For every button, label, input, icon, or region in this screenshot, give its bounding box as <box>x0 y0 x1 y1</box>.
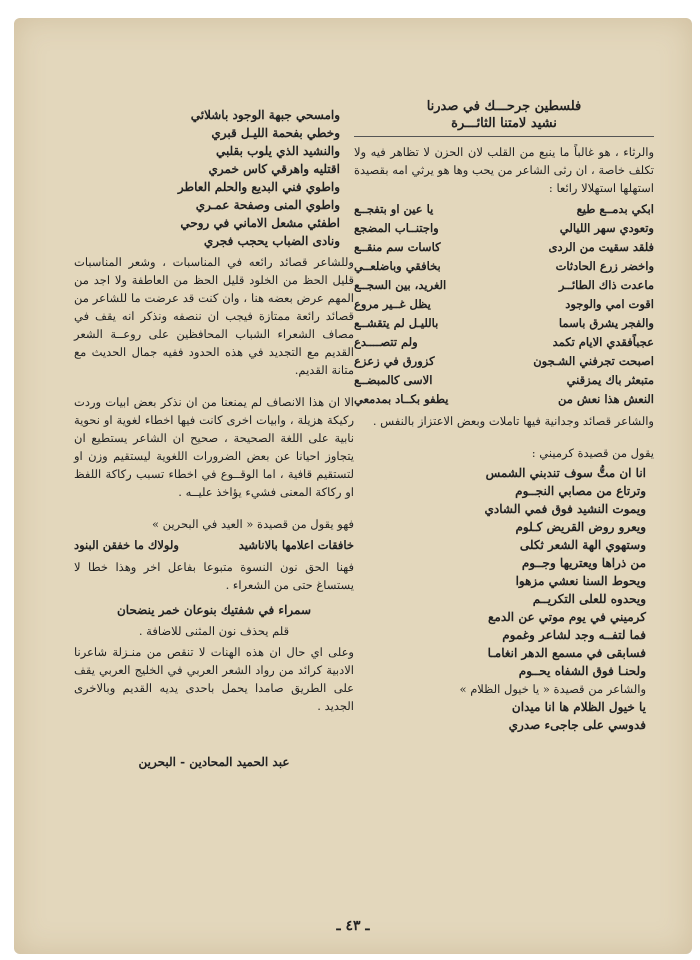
hemistich: وتعودي سهر الليالي <box>559 221 654 235</box>
elegy-couplets <box>354 200 654 409</box>
hemistich: فلقد سقيت من الردى <box>548 240 654 254</box>
verse: اقتليه واهرقي كاس خمري <box>208 162 340 176</box>
couplet <box>354 238 654 257</box>
hemistich: الغريد، بين السجــع <box>354 278 447 292</box>
hemistich: عجباًفقدي الايام تكمد <box>552 335 654 349</box>
paragraph: قلم يحذف نون المثنى للاضافة . <box>138 624 290 638</box>
couplet <box>354 295 654 314</box>
verse: واطوي فني البديع والحلم العاطر <box>177 180 340 194</box>
verse: ونادى الضباب يحجب فجري <box>203 234 340 248</box>
verse: ويعرو روض القريض كـلوم <box>515 520 646 534</box>
paragraph: والشاعر قصائد وجدانية فيها تاملات وبعض الاعتزاز بالنفس . <box>372 414 654 428</box>
verse: يا خيول الظلام ها انا ميدان <box>511 700 646 714</box>
poem-title-2: نشيد لامتنا الثائـــرة <box>451 116 557 131</box>
hemistich: ولولاك ما خفقن البنود <box>74 538 179 552</box>
verse: ويموت النشيد فوق فمي الشادي <box>484 502 646 516</box>
right-column <box>354 98 654 735</box>
paragraph: فهنا الحق نون النسوة متبوعا بفاعل اخر وهذا خطا لا يستساغ حتى من الشعراء . <box>74 560 354 592</box>
paragraph: وللشاعر قصائد رائعه في المناسبات ، وشعر المناسبات قليل الحظ من الخلود قليل الحظ من العاطفة ولا اجد من المهم عرض بعضه هنا ، وان كنت قد عرضت ما للشاعر من قصائد رائعة ممتازة فيجب ان ننصفه ونذكر انه يقف في مصاف الشعراء الشباب المحافظين على روعــة الشعر القديم مع التجديد في هذه الحدود ففيه جمال الحديث مع متانة القديم. <box>74 255 354 377</box>
left-column <box>74 106 354 769</box>
verse: واطوي المنى وصفحة عمـري <box>195 198 340 212</box>
hemistich: ابكي بدمــع طيع <box>576 202 654 216</box>
page-sheet <box>14 18 692 954</box>
couplet <box>354 257 654 276</box>
verse: وامسحي جبهة الوجود باشلائي <box>190 108 340 122</box>
verse: وترتاع من مصابي النجــوم <box>515 484 646 498</box>
hemistich: متبعثر باك يمزقني <box>566 373 654 387</box>
hemistich: اقوت امي والوجود <box>565 297 654 311</box>
verse: من ذراها ويعتريها وجــوم <box>521 556 646 570</box>
couplet <box>354 276 654 295</box>
verse: فما لتفــه وجد لشاعر وغموم <box>502 628 646 642</box>
poem-verses <box>74 107 354 250</box>
hemistich: كزورق في زعزع <box>354 354 435 368</box>
hemistich: واجتنــاب المضجع <box>354 221 439 235</box>
hemistich: ماعدت ذاك الطائــر <box>558 278 654 292</box>
divider <box>354 136 654 137</box>
couplet <box>354 200 654 219</box>
verse: انا ان متُّ سوف تندبني الشمس <box>485 466 646 480</box>
hemistich: الاسى كالمبضــع <box>354 373 433 387</box>
paragraph: فهو يقول من قصيدة « العيد في البحرين » <box>151 517 354 531</box>
couplet <box>354 314 654 333</box>
couplet <box>354 371 654 390</box>
couplet <box>354 352 654 371</box>
verse-intro: والشاعر من قصيدة « يا خيول الظلام » <box>459 682 646 696</box>
verse: وستهوي الهة الشعر ثكلى <box>519 538 646 552</box>
paragraph: الا ان هذا الانصاف لم يمنعنا من ان نذكر بعض ابيات وردت ركيكة هزيلة ، وابيات اخرى كانت فيها اخطاء لغوية او نحوية نابية على اللغة الصحيحة ، صحيح ان الشاعر يستطيع ان يتجاوز احيانا عن بعض الضرورات اللغوية ليستقيم وزن او لتستقيم قافية ، اما الوقــوع في اخطاء تسبب ركاكة اللفظ او ركاكة المعنى فشيء يؤاخذ عليــه . <box>74 395 354 499</box>
verse: فدوسي على جاجىء صدري <box>508 718 646 732</box>
couplet <box>74 536 354 555</box>
page-number: ـ ٤٣ ـ <box>336 918 370 934</box>
hemistich: بالليـل لم يتقشــع <box>354 316 439 330</box>
verse: فسابقى في مسمع الدهر انغامـا <box>487 646 646 660</box>
hemistich: واخضر زرع الحادثات <box>555 259 654 273</box>
hemistich: اصبحت تجرفني الشـجون <box>533 354 654 368</box>
verse: اطفئي مشعل الاماني في روحي <box>180 216 340 230</box>
verse: ويحوط السنا نعشي مزهوا <box>515 574 646 588</box>
paragraph: يقول من قصيدة كرميني : <box>531 446 654 460</box>
verse: ويحدوه للعلى التكريــم <box>532 592 646 606</box>
couplet <box>354 219 654 238</box>
verse: سمراء في شفتيك بنوعان خمر ينضحان <box>116 603 312 617</box>
hemistich: والفجر يشرق باسما <box>558 316 654 330</box>
hemistich: النعش هذا نعش من <box>557 392 654 406</box>
hemistich: يطفو بكــاد بمدمعي <box>354 392 449 406</box>
hemistich: كاسات سم منقــع <box>354 240 441 254</box>
hemistich: خافقات اعلامها بالاناشيد <box>238 538 354 552</box>
poem-verses <box>354 465 654 734</box>
paragraph: وعلى اي حال ان هذه الهنات لا تنقص من منـزلة شاعرنا الادبية كرائد من رواد الشعر العربي في الخليج العربي يقف على الطريق صامدا يحمل باحدى يديه القديم وبالاخرى الجديد . <box>74 645 354 713</box>
hemistich: بخافقي وباضلعــي <box>354 259 441 273</box>
verse: والنشيد الذي يلوب بقلبي <box>215 144 340 158</box>
hemistich: يظل غــير مروع <box>354 297 431 311</box>
paragraph: والرثاء ، هو غالباً ما ينبع من القلب لان الحزن لا تظاهر فيه ولا تكلف خاصة ، ان رثى الشاعر من يحب وها هو يرثي امه بقصيدة استهلها استهلالا رائعا : <box>354 145 654 195</box>
verse: وخطي بفحمة الليـل قبري <box>211 126 340 140</box>
couplet <box>354 390 654 409</box>
verse: كرميني في يوم موتي عن الدمع <box>488 610 646 624</box>
couplet <box>354 333 654 352</box>
poem-title-1: فلسطين جرحـــك في صدرنا <box>426 99 582 114</box>
verse: ولحنـا فوق الشفاه يحــوم <box>518 664 646 678</box>
hemistich: ولم تتصــــدع <box>354 335 418 349</box>
author-signature: عبد الحميد المحادين - البحرين <box>138 755 290 769</box>
hemistich: يا عين او بتفجــع <box>354 202 434 216</box>
